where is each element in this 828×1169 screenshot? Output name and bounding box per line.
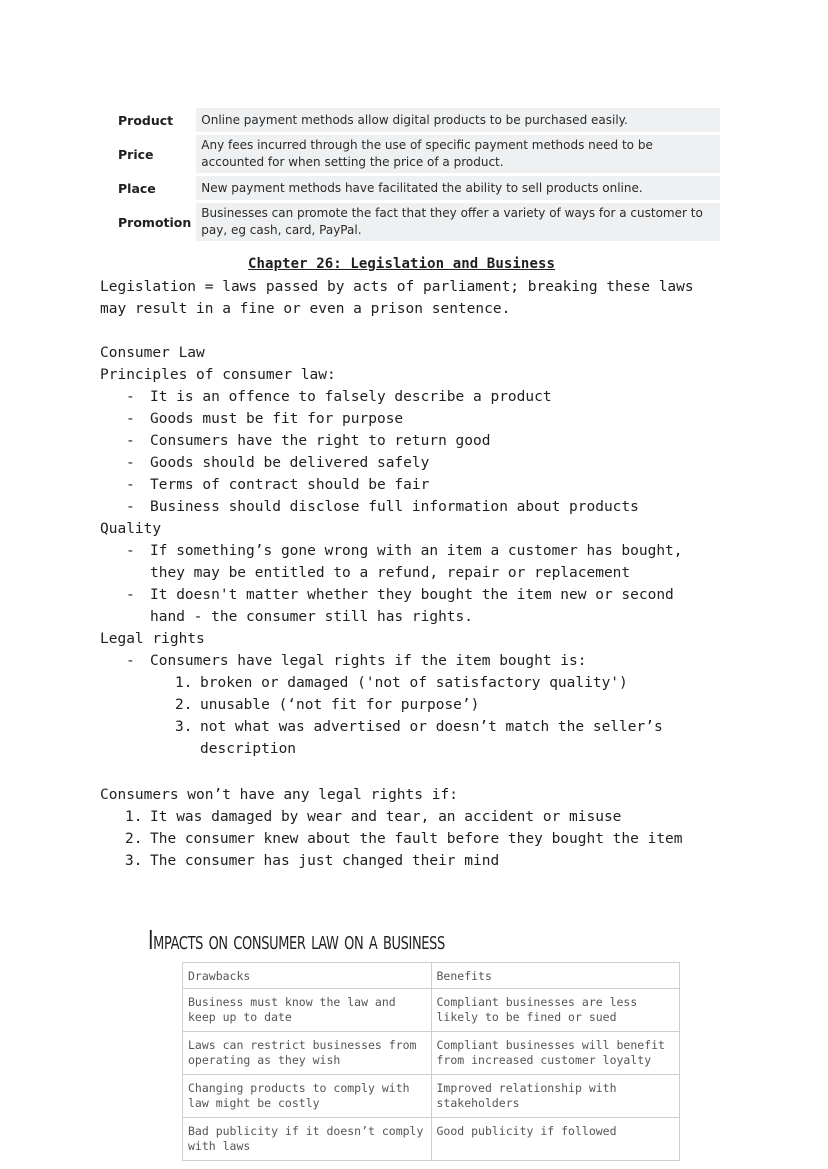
table-header-row <box>183 963 680 989</box>
drawback-cell: Bad publicity if it doesn’t comply with laws <box>183 1118 432 1161</box>
list-item <box>175 716 715 760</box>
table-row <box>112 135 720 173</box>
benefit-cell: Compliant businesses will benefit from increased customer loyalty <box>431 1032 680 1075</box>
header-benefits: Benefits <box>431 963 680 989</box>
list-item: - Goods should be delivered safely <box>124 452 784 474</box>
list-item <box>175 694 715 716</box>
impacts-table <box>182 962 680 1161</box>
row-key-price: Price <box>112 135 196 173</box>
item-number: 3. <box>125 853 143 869</box>
list-item: - Consumers have legal rights if the item bought is: <box>124 650 784 672</box>
header-drawbacks: Drawbacks <box>183 963 432 989</box>
list-item: - If something’s gone wrong with an item a customer has bought, they may be entitled to a refund, repair or replacement <box>124 540 716 584</box>
list-item: - It doesn't matter whether they bought the item new or second hand - the consumer still has rights. <box>124 584 716 628</box>
item-number: 2. <box>175 697 193 713</box>
row-key-promotion: Promotion <box>112 203 196 241</box>
legislation-definition-line1: Legislation = laws passed by acts of parliament; breaking these laws <box>100 279 694 295</box>
chapter-title: Chapter 26: Legislation and Business <box>248 256 556 272</box>
quality-heading: Quality <box>100 521 162 537</box>
legal-rights-list <box>175 672 715 760</box>
item-text: broken or damaged ('not of satisfactory quality') <box>200 675 628 691</box>
row-value-price: Any fees incurred through the use of specific payment methods need to be accounted for when setting the price of a product. <box>196 135 720 173</box>
list-item <box>175 672 715 694</box>
item-text: unusable (‘not fit for purpose’) <box>200 697 480 713</box>
table-row <box>183 1075 680 1118</box>
list-item: - Business should disclose full information about products <box>124 496 784 518</box>
list-item <box>125 828 765 850</box>
item-number: 3. <box>175 719 193 735</box>
item-number: 1. <box>125 809 143 825</box>
principles-heading: Principles of consumer law: <box>100 367 336 383</box>
impacts-title: Impacts on consumer law on a business <box>148 926 445 956</box>
item-text: It was damaged by wear and tear, an accident or misuse <box>150 809 622 825</box>
table-row <box>183 1118 680 1161</box>
drawback-cell: Laws can restrict businesses from operating as they wish <box>183 1032 432 1075</box>
row-value-place: New payment methods have facilitated the ability to sell products online. <box>196 176 720 200</box>
table-row <box>183 989 680 1032</box>
legal-rights-intro-list <box>124 650 784 672</box>
no-rights-list <box>125 806 765 872</box>
row-value-product: Online payment methods allow digital products to be purchased easily. <box>196 108 720 132</box>
consumer-law-heading: Consumer Law <box>100 345 205 361</box>
benefit-cell: Compliant businesses are less likely to be fined or sued <box>431 989 680 1032</box>
marketing-mix-table <box>112 105 720 244</box>
drawback-cell: Business must know the law and keep up to date <box>183 989 432 1032</box>
benefit-cell: Improved relationship with stakeholders <box>431 1075 680 1118</box>
table-row <box>112 203 720 241</box>
list-item: - Terms of contract should be fair <box>124 474 784 496</box>
no-rights-heading: Consumers won’t have any legal rights if: <box>100 787 458 803</box>
legal-rights-heading: Legal rights <box>100 631 205 647</box>
list-item: - Consumers have the right to return good <box>124 430 784 452</box>
list-item <box>125 850 765 872</box>
item-number: 1. <box>175 675 193 691</box>
item-text: not what was advertised or doesn’t match the seller’s description <box>200 719 663 757</box>
table-row <box>112 176 720 200</box>
item-text: The consumer knew about the fault before they bought the item <box>150 831 683 847</box>
drawback-cell: Changing products to comply with law might be costly <box>183 1075 432 1118</box>
row-value-promotion: Businesses can promote the fact that they offer a variety of ways for a customer to pay, eg cash, card, PayPal. <box>196 203 720 241</box>
item-text: The consumer has just changed their mind <box>150 853 500 869</box>
table-row <box>183 1032 680 1075</box>
principles-list <box>124 386 784 518</box>
row-key-place: Place <box>112 176 196 200</box>
list-item: - Goods must be fit for purpose <box>124 408 784 430</box>
list-item <box>125 806 765 828</box>
row-key-product: Product <box>112 108 196 132</box>
list-item: - It is an offence to falsely describe a product <box>124 386 784 408</box>
benefit-cell: Good publicity if followed <box>431 1118 680 1161</box>
item-number: 2. <box>125 831 143 847</box>
quality-list <box>124 540 716 628</box>
table-row <box>112 108 720 132</box>
legislation-definition-line2: may result in a fine or even a prison sentence. <box>100 301 511 317</box>
